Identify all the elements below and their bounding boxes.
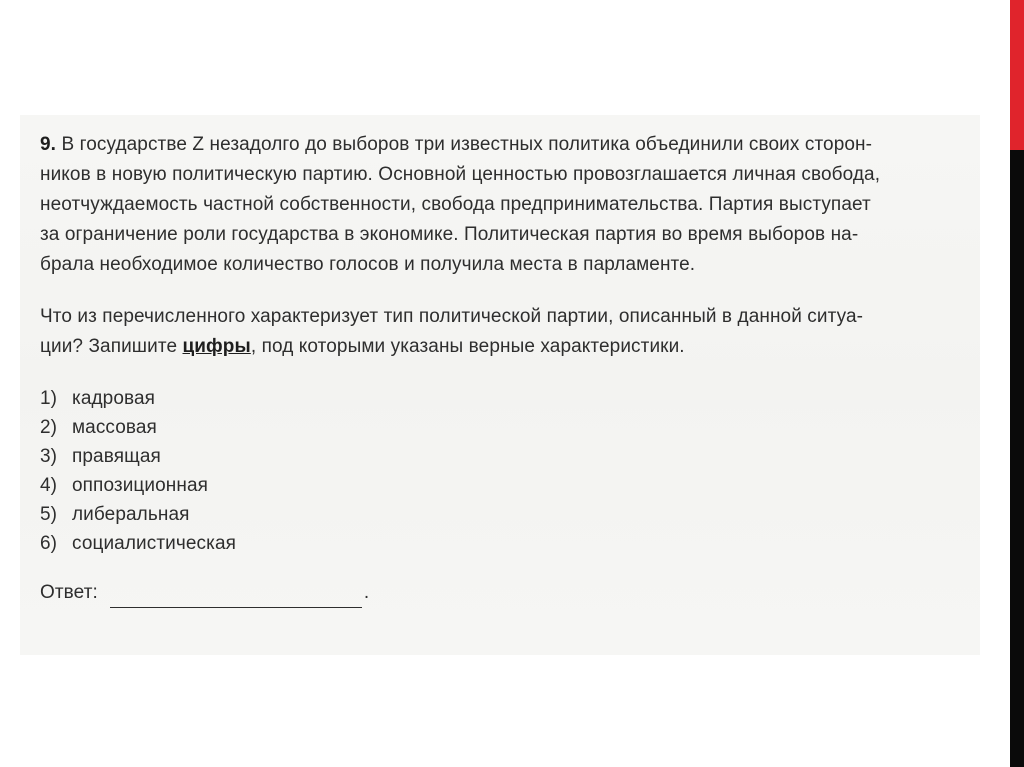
option-text: либеральная bbox=[72, 504, 190, 525]
option-item bbox=[40, 413, 960, 442]
option-item bbox=[40, 500, 960, 529]
option-number: 3) bbox=[40, 446, 58, 467]
option-text: кадровая bbox=[72, 388, 156, 409]
paragraph-line: 9. В государстве Z незадолго до выборов три известных политика объединили своих сторон- bbox=[40, 134, 873, 155]
option-number: 6) bbox=[40, 533, 58, 554]
question-emphasis: цифры bbox=[182, 336, 251, 357]
task-number: 9. bbox=[40, 134, 57, 155]
option-item bbox=[40, 529, 960, 558]
option-number: 4) bbox=[40, 475, 58, 496]
options-list bbox=[40, 384, 960, 558]
question-line: Что из перечисленного характеризует тип политической партии, описанный в данной ситуа- bbox=[40, 306, 864, 327]
answer-blank[interactable] bbox=[110, 587, 362, 608]
task-question bbox=[40, 302, 960, 362]
question-line: ции? Запишите цифры, под которыми указаны верные характеристики. bbox=[40, 336, 685, 357]
task-content bbox=[40, 130, 960, 608]
accent-bar-red bbox=[1010, 0, 1024, 150]
task-paragraph bbox=[40, 130, 960, 280]
option-number: 2) bbox=[40, 417, 58, 438]
paragraph-line: брала необходимое количество голосов и получила места в парламенте. bbox=[40, 254, 696, 275]
answer-label: Ответ: bbox=[40, 582, 98, 603]
option-text: социалистическая bbox=[72, 533, 237, 554]
option-item bbox=[40, 471, 960, 500]
option-text: правящая bbox=[72, 446, 161, 467]
option-item bbox=[40, 442, 960, 471]
paragraph-line: ников в новую политическую партию. Основной ценностью провозглашается личная свобода, bbox=[40, 164, 881, 185]
option-number: 5) bbox=[40, 504, 58, 525]
accent-bar-black bbox=[1010, 150, 1024, 767]
option-item bbox=[40, 384, 960, 413]
option-text: оппозиционная bbox=[72, 475, 209, 496]
paragraph-line: неотчуждаемость частной собственности, свобода предпринимательства. Партия выступает bbox=[40, 194, 871, 215]
paragraph-line: за ограничение роли государства в экономике. Политическая партия во время выборов на- bbox=[40, 224, 859, 245]
option-number: 1) bbox=[40, 388, 58, 409]
answer-row bbox=[40, 578, 960, 608]
option-text: массовая bbox=[72, 417, 157, 438]
answer-terminator: . bbox=[363, 582, 370, 603]
